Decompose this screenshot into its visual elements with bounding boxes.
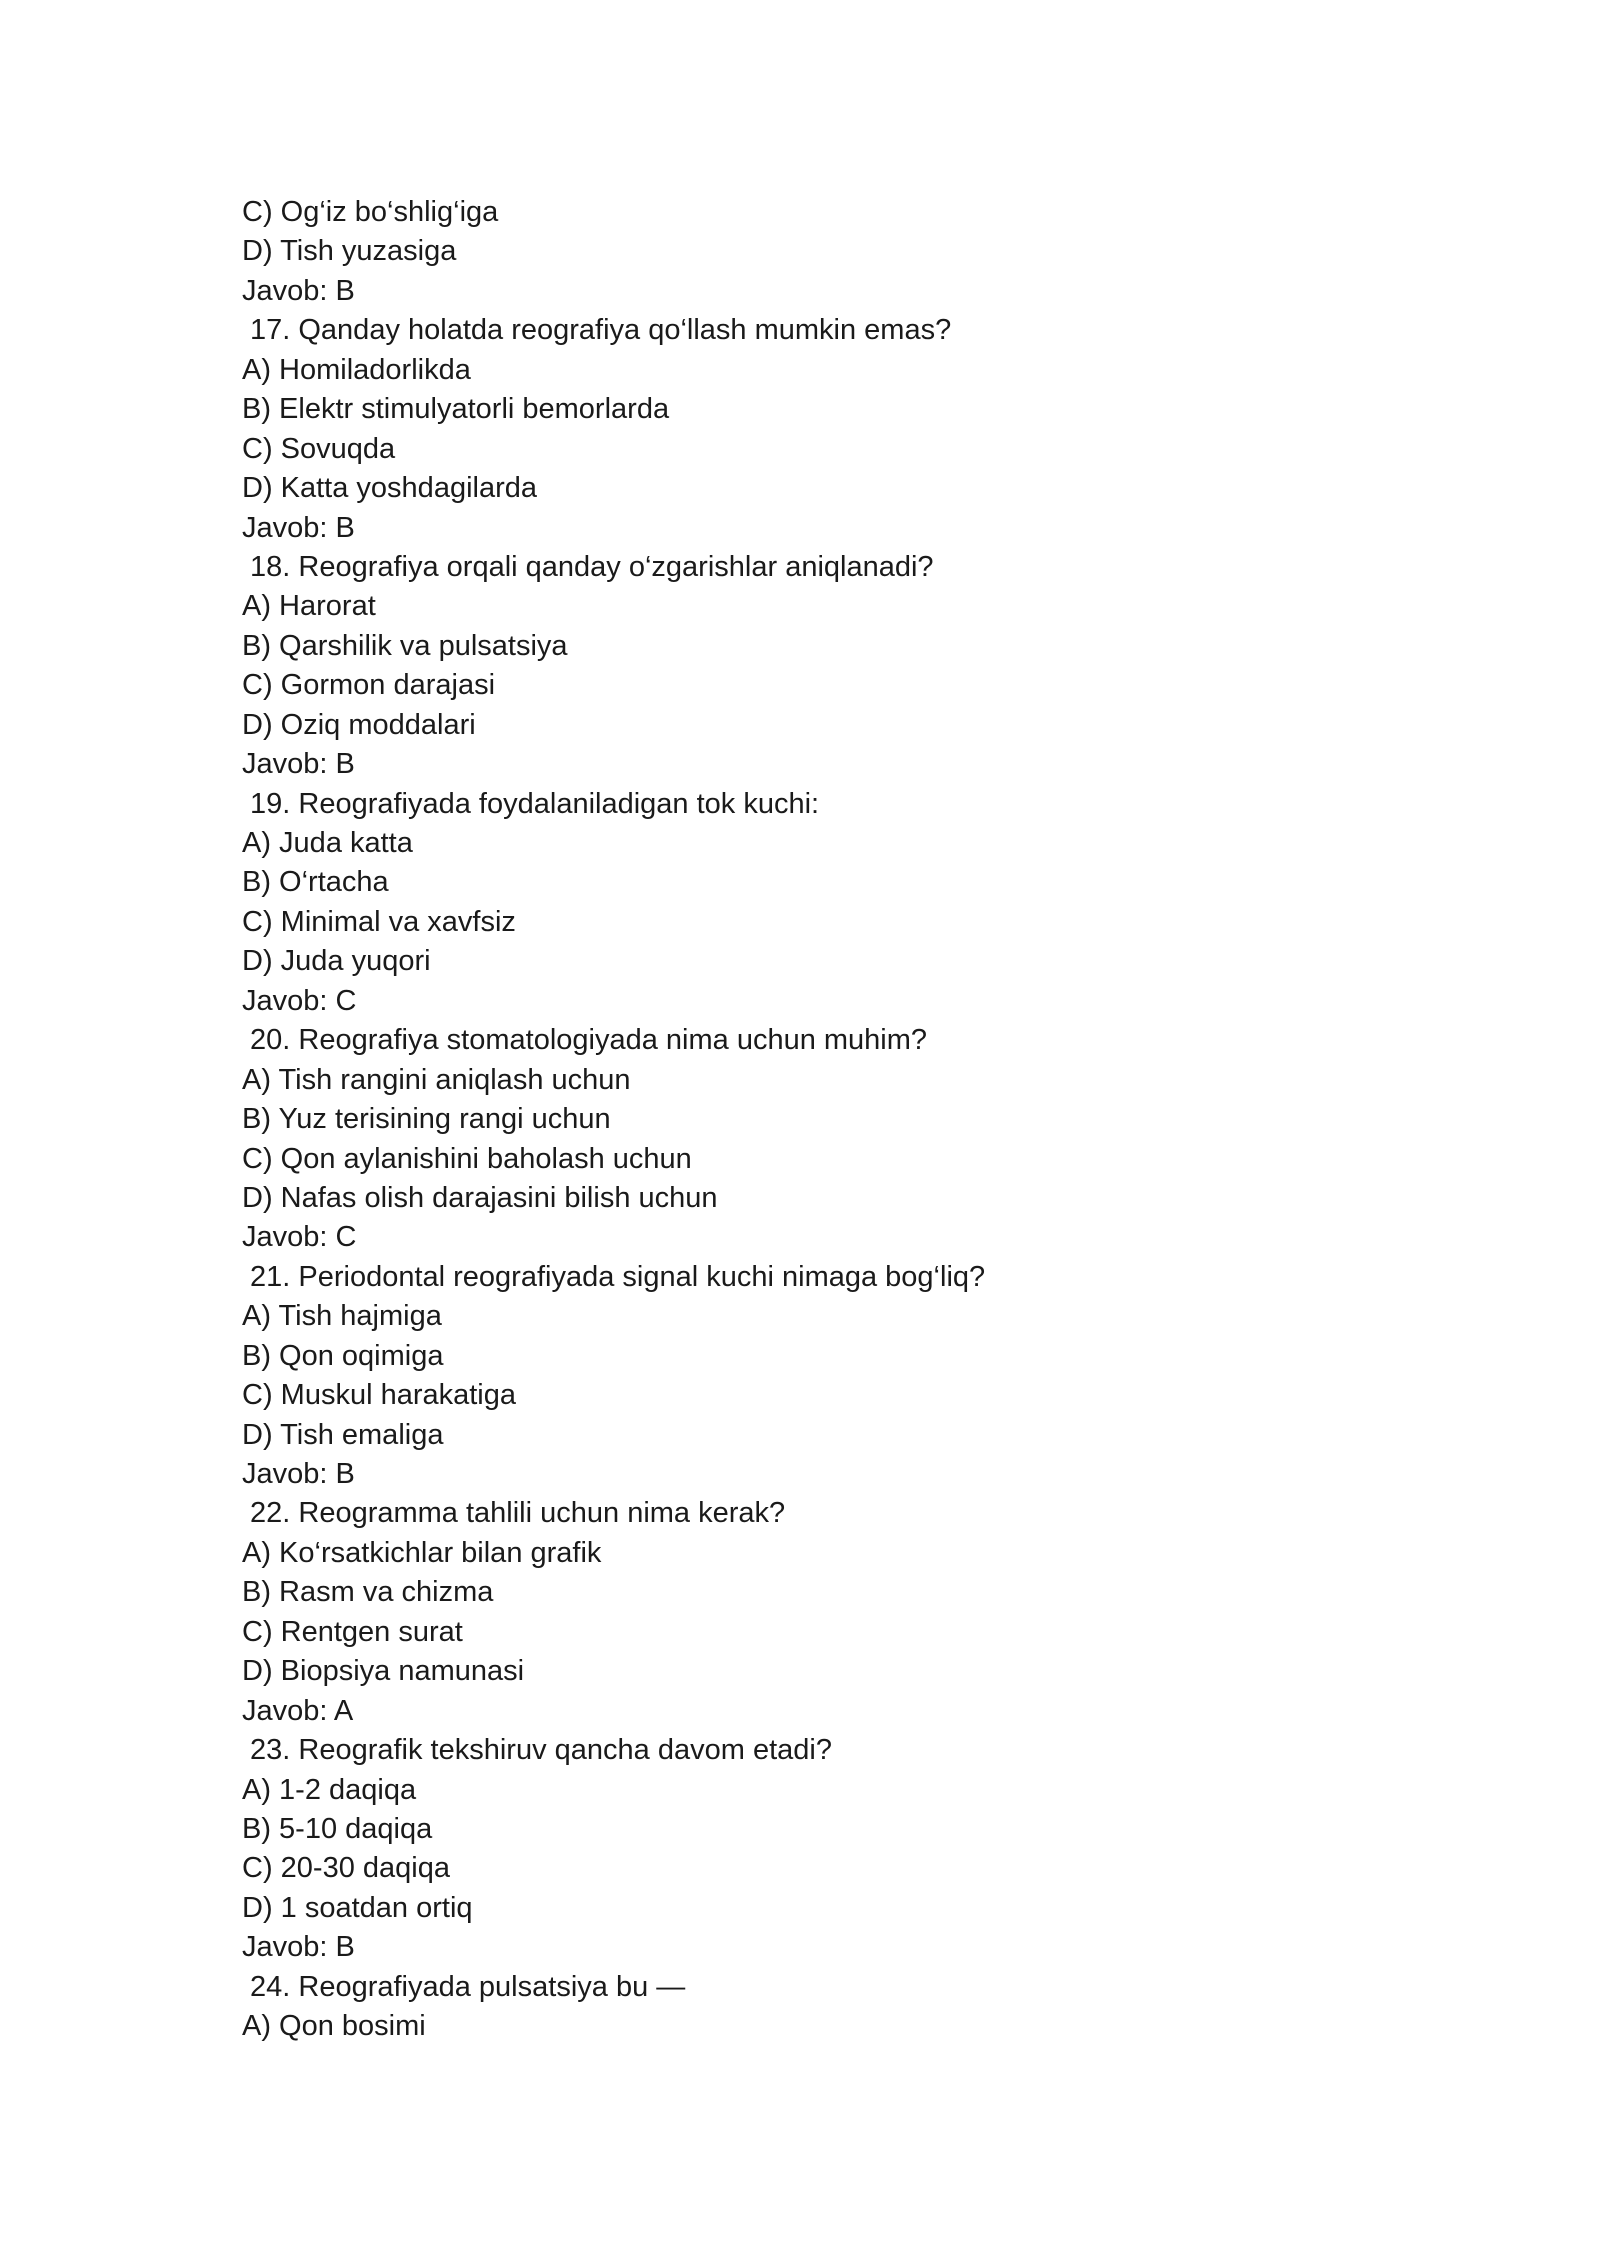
answer-key: Javob: B [242, 511, 355, 544]
answer-option: A) Harorat [242, 590, 376, 623]
answer-option: D) Tish yuzasiga [242, 235, 457, 268]
answer-key: Javob: C [242, 984, 357, 1017]
answer-option: C) Og‘iz bo‘shlig‘iga [242, 196, 499, 228]
answer-option: C) Muskul harakatiga [242, 1379, 516, 1412]
answer-option: C) Rentgen surat [242, 1615, 463, 1648]
question-text: 24. Reografiyada pulsatsiya bu — [250, 1970, 686, 2003]
answer-option: A) Tish hajmiga [242, 1300, 442, 1333]
answer-option: C) Qon aylanishini baholash uchun [242, 1142, 692, 1175]
answer-option: A) Ko‘rsatkichlar bilan grafik [242, 1536, 602, 1569]
answer-option: C) 20-30 daqiqa [242, 1852, 450, 1885]
quiz-text-body [242, 193, 1442, 2047]
answer-key: Javob: B [242, 1458, 355, 1490]
question-text: 22. Reogramma tahlili uchun nima kerak? [250, 1497, 786, 1530]
answer-option: A) Qon bosimi [242, 2010, 426, 2043]
answer-option: D) Tish emaliga [242, 1418, 444, 1451]
answer-key: Javob: B [242, 1931, 355, 1964]
question-text: 23. Reografik tekshiruv qancha davom etadi? [250, 1734, 832, 1767]
answer-option: A) Juda katta [242, 827, 413, 859]
question-text: 17. Qanday holatda reografiya qo‘llash mumkin emas? [250, 314, 952, 347]
answer-option: D) Juda yuqori [242, 945, 431, 978]
question-text: 20. Reografiya stomatologiyada nima uchun muhim? [250, 1024, 928, 1057]
answer-key: Javob: C [242, 1221, 357, 1254]
answer-option: D) Katta yoshdagilarda [242, 472, 537, 505]
answer-option: D) 1 soatdan ortiq [242, 1891, 473, 1924]
answer-option: B) Qon oqimiga [242, 1339, 444, 1372]
answer-option: A) 1-2 daqiqa [242, 1773, 417, 1806]
answer-key: Javob: B [242, 748, 355, 781]
answer-option: D) Biopsiya namunasi [242, 1655, 525, 1688]
answer-option: D) Nafas olish darajasini bilish uchun [242, 1181, 718, 1214]
question-text: 18. Reografiya orqali qanday o‘zgarishlar aniqlanadi? [250, 550, 934, 583]
question-text: 19. Reografiyada foydalaniladigan tok kuchi: [250, 787, 820, 820]
answer-option: A) Tish rangini aniqlash uchun [242, 1063, 631, 1096]
answer-option: A) Homiladorlikda [242, 353, 471, 386]
answer-key: Javob: B [242, 274, 355, 307]
answer-option: B) Yuz terisining rangi uchun [242, 1103, 611, 1136]
answer-option: B) Elektr stimulyatorli bemorlarda [242, 393, 670, 426]
answer-option: C) Sovuqda [242, 432, 396, 465]
answer-key: Javob: A [242, 1694, 354, 1727]
answer-option: C) Minimal va xavfsiz [242, 905, 516, 938]
answer-option: B) O‘rtacha [242, 866, 389, 899]
answer-option: B) Qarshilik va pulsatsiya [242, 629, 568, 662]
answer-option: D) Oziq moddalari [242, 708, 476, 741]
answer-option: B) 5-10 daqiqa [242, 1812, 433, 1845]
answer-option: C) Gormon darajasi [242, 669, 496, 702]
answer-option: B) Rasm va chizma [242, 1576, 494, 1609]
question-text: 21. Periodontal reografiyada signal kuchi nimaga bog‘liq? [250, 1260, 986, 1293]
